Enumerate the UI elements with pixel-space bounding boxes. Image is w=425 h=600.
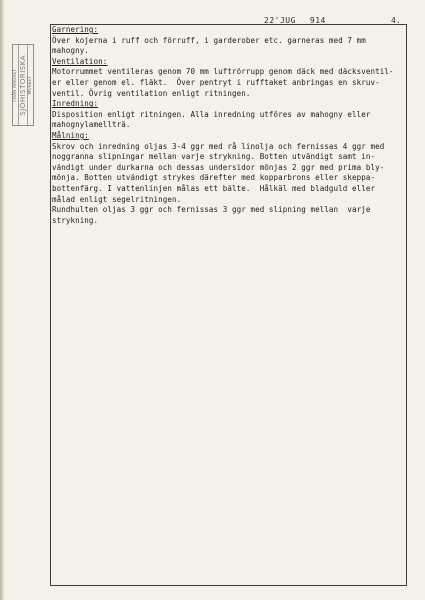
body-line: mönja. Botten utvändigt strykes därefter med kopparbrons eller skeppa- bbox=[52, 173, 376, 183]
body-line: bottenfärg. I vattenlinjen målas ett bälte. Hålkäl med bladguld eller bbox=[52, 183, 376, 193]
body-line: Disposition enligt ritningen. Alla inredning utföres av mahogny eller bbox=[52, 109, 371, 119]
body-line: strykning. bbox=[52, 215, 99, 225]
body-line: mahogny. bbox=[52, 46, 89, 56]
stamp-line: SJÖHISTORISKA bbox=[19, 45, 28, 125]
page-number: 4. bbox=[391, 16, 401, 25]
page-edge bbox=[0, 0, 4, 600]
body-line: målad enligt segelritningen. bbox=[52, 194, 182, 204]
stamp-line: FRÅN ARKIVET bbox=[13, 45, 19, 125]
body-line: Skrov och inredning oljas 3-4 ggr med rå linolja och fernissas 4 ggr med bbox=[52, 141, 385, 151]
header-date: 22'JUG bbox=[264, 16, 296, 25]
body-line: noggranna slipningar mellan varje strykning. Botten utvändigt samt in- bbox=[52, 152, 376, 162]
body-line: ventil. Övrig ventilation enligt ritningen. bbox=[52, 88, 251, 98]
archive-stamp bbox=[12, 44, 34, 126]
body-line: er eller genom el. fläkt. Över pentryt i rufftaket anbringas en skruv- bbox=[52, 77, 380, 87]
section-heading: Garnering: bbox=[52, 25, 99, 34]
document-body bbox=[52, 25, 410, 226]
body-line: Rundhulten oljas 3 ggr och fernissas 3 ggr med slipning mellan varje bbox=[52, 205, 371, 215]
section-heading: Inredning: bbox=[52, 99, 99, 109]
body-line: vändigt under durkarna och dessas undersidor mönjas 2 ggr med prima bly- bbox=[52, 162, 385, 172]
body-line: Över kojerna i ruff och förruff, i garderober etc. garneras med 7 mm bbox=[52, 35, 366, 45]
section-heading: Ventilation: bbox=[52, 56, 108, 66]
body-line: mahognylamellträ. bbox=[52, 120, 131, 130]
section-heading: Målning: bbox=[52, 130, 89, 140]
stamp-line: MUSEET bbox=[28, 75, 33, 95]
header-number: 914 bbox=[309, 16, 326, 25]
body-line: Motorrummet ventileras genom 70 mm luftrörrupp genom däck med däcksventil- bbox=[52, 67, 394, 77]
